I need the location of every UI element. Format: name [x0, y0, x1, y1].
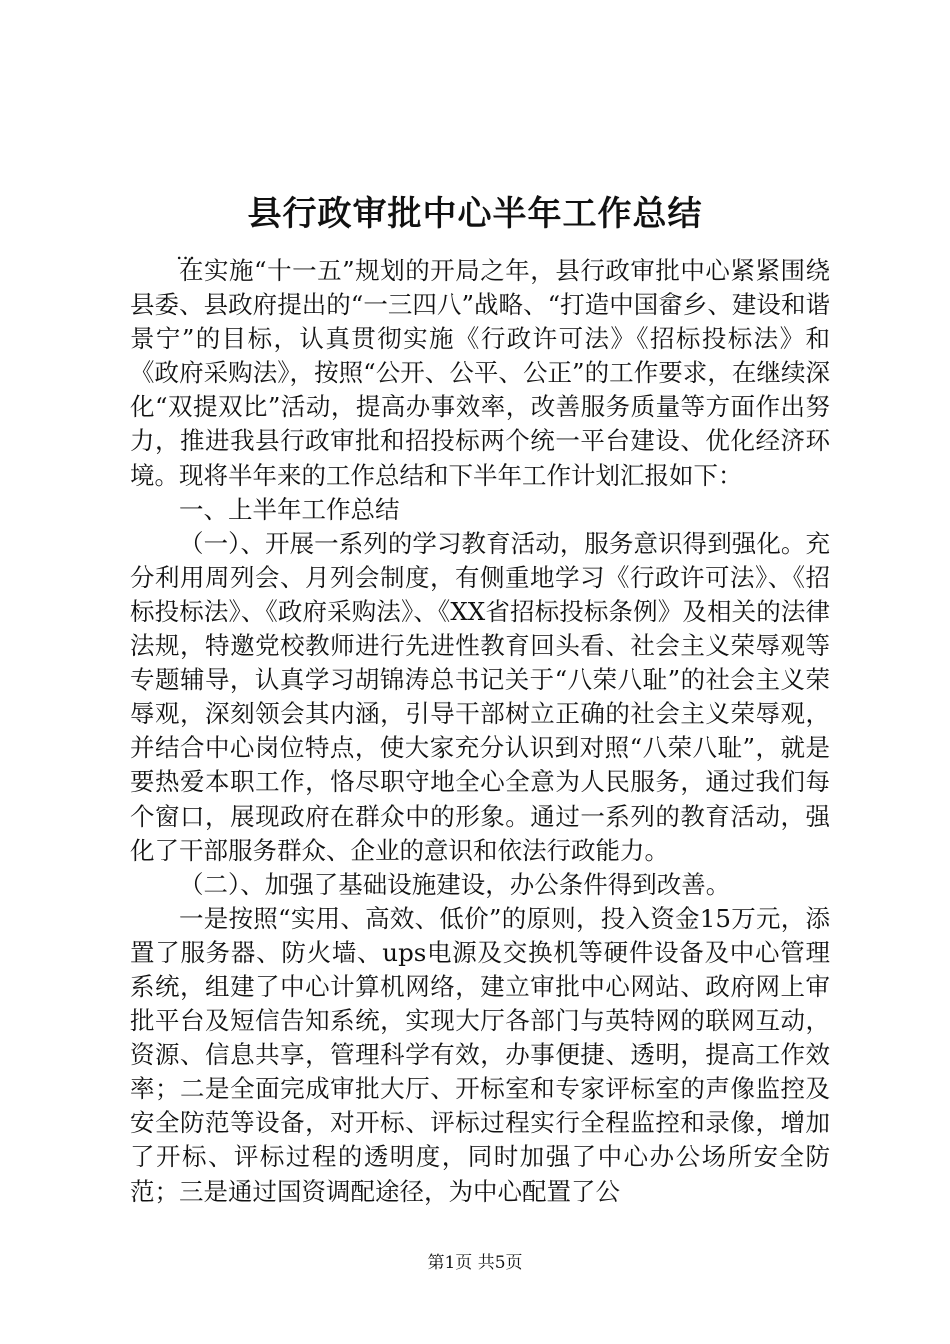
paragraph-intro: 在实施“十一五”规划的开局之年，县行政审批中心紧紧围绕县委、县政府提出的“一三四八”战略、“打造中国畲乡、建设和谐景宁”的目标，认真贯彻实施《行政许可法》《招标投标法》和《政府采购法》，按照“公开、公平、公正”的工作要求，在继续深化“双提双比”活动，提高办事效率，改善服务质量等方面作出努力，推进我县行政审批和招投标两个统一平台建设、优化经济环境。现将半年来的工作总结和下半年工作计划汇报如下：: [130, 256, 830, 490]
document-body: [130, 254, 830, 1209]
document-title: 县行政审批中心半年工作总结: [247, 194, 703, 234]
section-heading: 一、上半年工作总结: [179, 494, 400, 524]
paragraph-infrastructure: 一是按照“实用、高效、低价”的原则，投入资金15万元，添置了服务器、防火墙、ups电源及交换机等硬件设备及中心管理系统，组建了中心计算机网络，建立审批中心网站、政府网上审批平台及短信告知系统，实现大厅各部门与英特网的联网互动，资源、信息共享，管理科学有效，办事便捷、透明，提高工作效率；二是全面完成审批大厅、开标室和专家评标室的声像监控及安全防范等设备，对开标、评标过程实行全程监控和录像，增加了开标、评标过程的透明度，同时加强了中心办公场所安全防范；三是通过国资调配途径，为中心配置了公: [130, 903, 830, 1206]
subsection-heading: （二）、加强了基础设施建设，办公条件得到改善。: [179, 869, 731, 899]
ellipsis-text: ...: [176, 240, 196, 264]
paragraph-study: （一）、开展一系列的学习教育活动，服务意识得到强化。充分利用周列会、月列会制度，有侧重地学习《行政许可法》、《招标投标法》、《政府采购法》、《XX省招标投标条例》及相关的法律法规，特邀党校教师进行先进性教育回头看、社会主义荣辱观等专题辅导，认真学习胡锦涛总书记关于“八荣八耻”的社会主义荣辱观，深刻领会其内涵，引导干部树立正确的社会主义荣辱观，并结合中心岗位特点，使大家充分认识到对照“八荣八耻”，就是要热爱本职工作，恪尽职守地全心全意为人民服务，通过我们每个窗口，展现政府在群众中的形象。通过一系列的教育活动，强化了干部服务群众、企业的意识和依法行政能力。: [130, 528, 830, 865]
page-footer: 第1页 共5页: [427, 1253, 523, 1273]
